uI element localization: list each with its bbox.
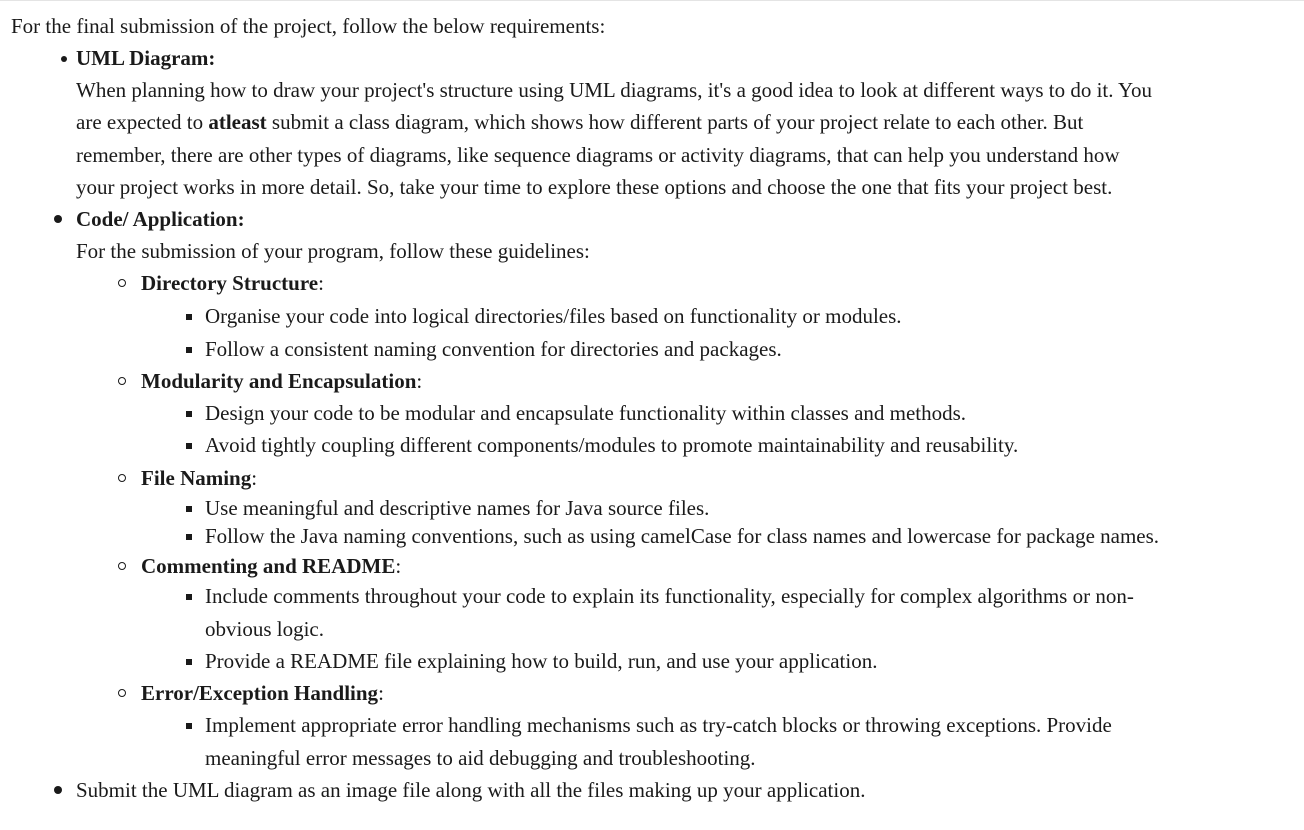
list-item: Use meaningful and descriptive names for Java source files. (205, 496, 710, 520)
bullet-square (186, 314, 192, 320)
error-handling-heading: Error/Exception Handling: (141, 681, 384, 705)
bullet-circle (118, 279, 126, 287)
modularity-heading: Modularity and Encapsulation: (141, 369, 423, 393)
bullet-disc (54, 786, 62, 794)
list-item: Implement appropriate error handling mechanisms such as try-catch blocks or throwing exceptions. Provide (205, 713, 1112, 737)
bullet-square (186, 443, 192, 449)
bullet-square (186, 347, 192, 353)
top-divider (0, 0, 1304, 1)
bullet-circle (118, 377, 126, 385)
list-item: Include comments throughout your code to explain its functionality, especially for complex algorithms or non- (205, 584, 1134, 608)
list-item-continuation: meaningful error messages to aid debugging and troubleshooting. (205, 746, 756, 770)
bullet-circle (118, 689, 126, 697)
list-item: Follow the Java naming conventions, such as using camelCase for class names and lowercase for package names. (205, 524, 1160, 548)
bullet-square (186, 594, 192, 600)
uml-paragraph-line: remember, there are other types of diagrams, like sequence diagrams or activity diagrams, that can help you understand how (76, 143, 1120, 167)
submit-text: Submit the UML diagram as an image file along with all the files making up your application. (76, 778, 866, 802)
bullet-square (186, 506, 192, 512)
bullet-square (186, 411, 192, 417)
uml-heading: UML Diagram: (76, 46, 216, 70)
list-item: Avoid tightly coupling different components/modules to promote maintainability and reusability. (205, 433, 1019, 457)
uml-paragraph-line: When planning how to draw your project's structure using UML diagrams, it's a good idea to look at different ways to do it. You (76, 78, 1153, 102)
file-naming-heading: File Naming: (141, 466, 258, 490)
uml-paragraph-line: are expected to atleast submit a class diagram, which shows how different parts of your project relate to each other. But (76, 110, 1084, 134)
bullet-square (186, 534, 192, 540)
bullet-square (186, 659, 192, 665)
list-item: Organise your code into logical directories/files based on functionality or modules. (205, 304, 902, 328)
code-intro: For the submission of your program, follow these guidelines: (76, 239, 590, 263)
list-item-continuation: obvious logic. (205, 617, 324, 641)
bullet-disc (54, 215, 62, 223)
code-heading: Code/ Application: (76, 207, 245, 231)
directory-structure-heading: Directory Structure: (141, 271, 324, 295)
bullet-circle (118, 474, 126, 482)
list-item: Provide a README file explaining how to build, run, and use your application. (205, 649, 878, 673)
atleast-emphasis: atleast (208, 110, 267, 134)
uml-paragraph-line: your project works in more detail. So, take your time to explore these options and choose the one that fits your project best. (76, 175, 1113, 199)
commenting-heading: Commenting and README: (141, 554, 402, 578)
bullet-circle (118, 562, 126, 570)
bullet-disc (61, 56, 67, 62)
intro-text: For the final submission of the project, follow the below requirements: (11, 14, 606, 38)
bullet-square (186, 723, 192, 729)
list-item: Follow a consistent naming convention for directories and packages. (205, 337, 782, 361)
list-item: Design your code to be modular and encapsulate functionality within classes and methods. (205, 401, 967, 425)
